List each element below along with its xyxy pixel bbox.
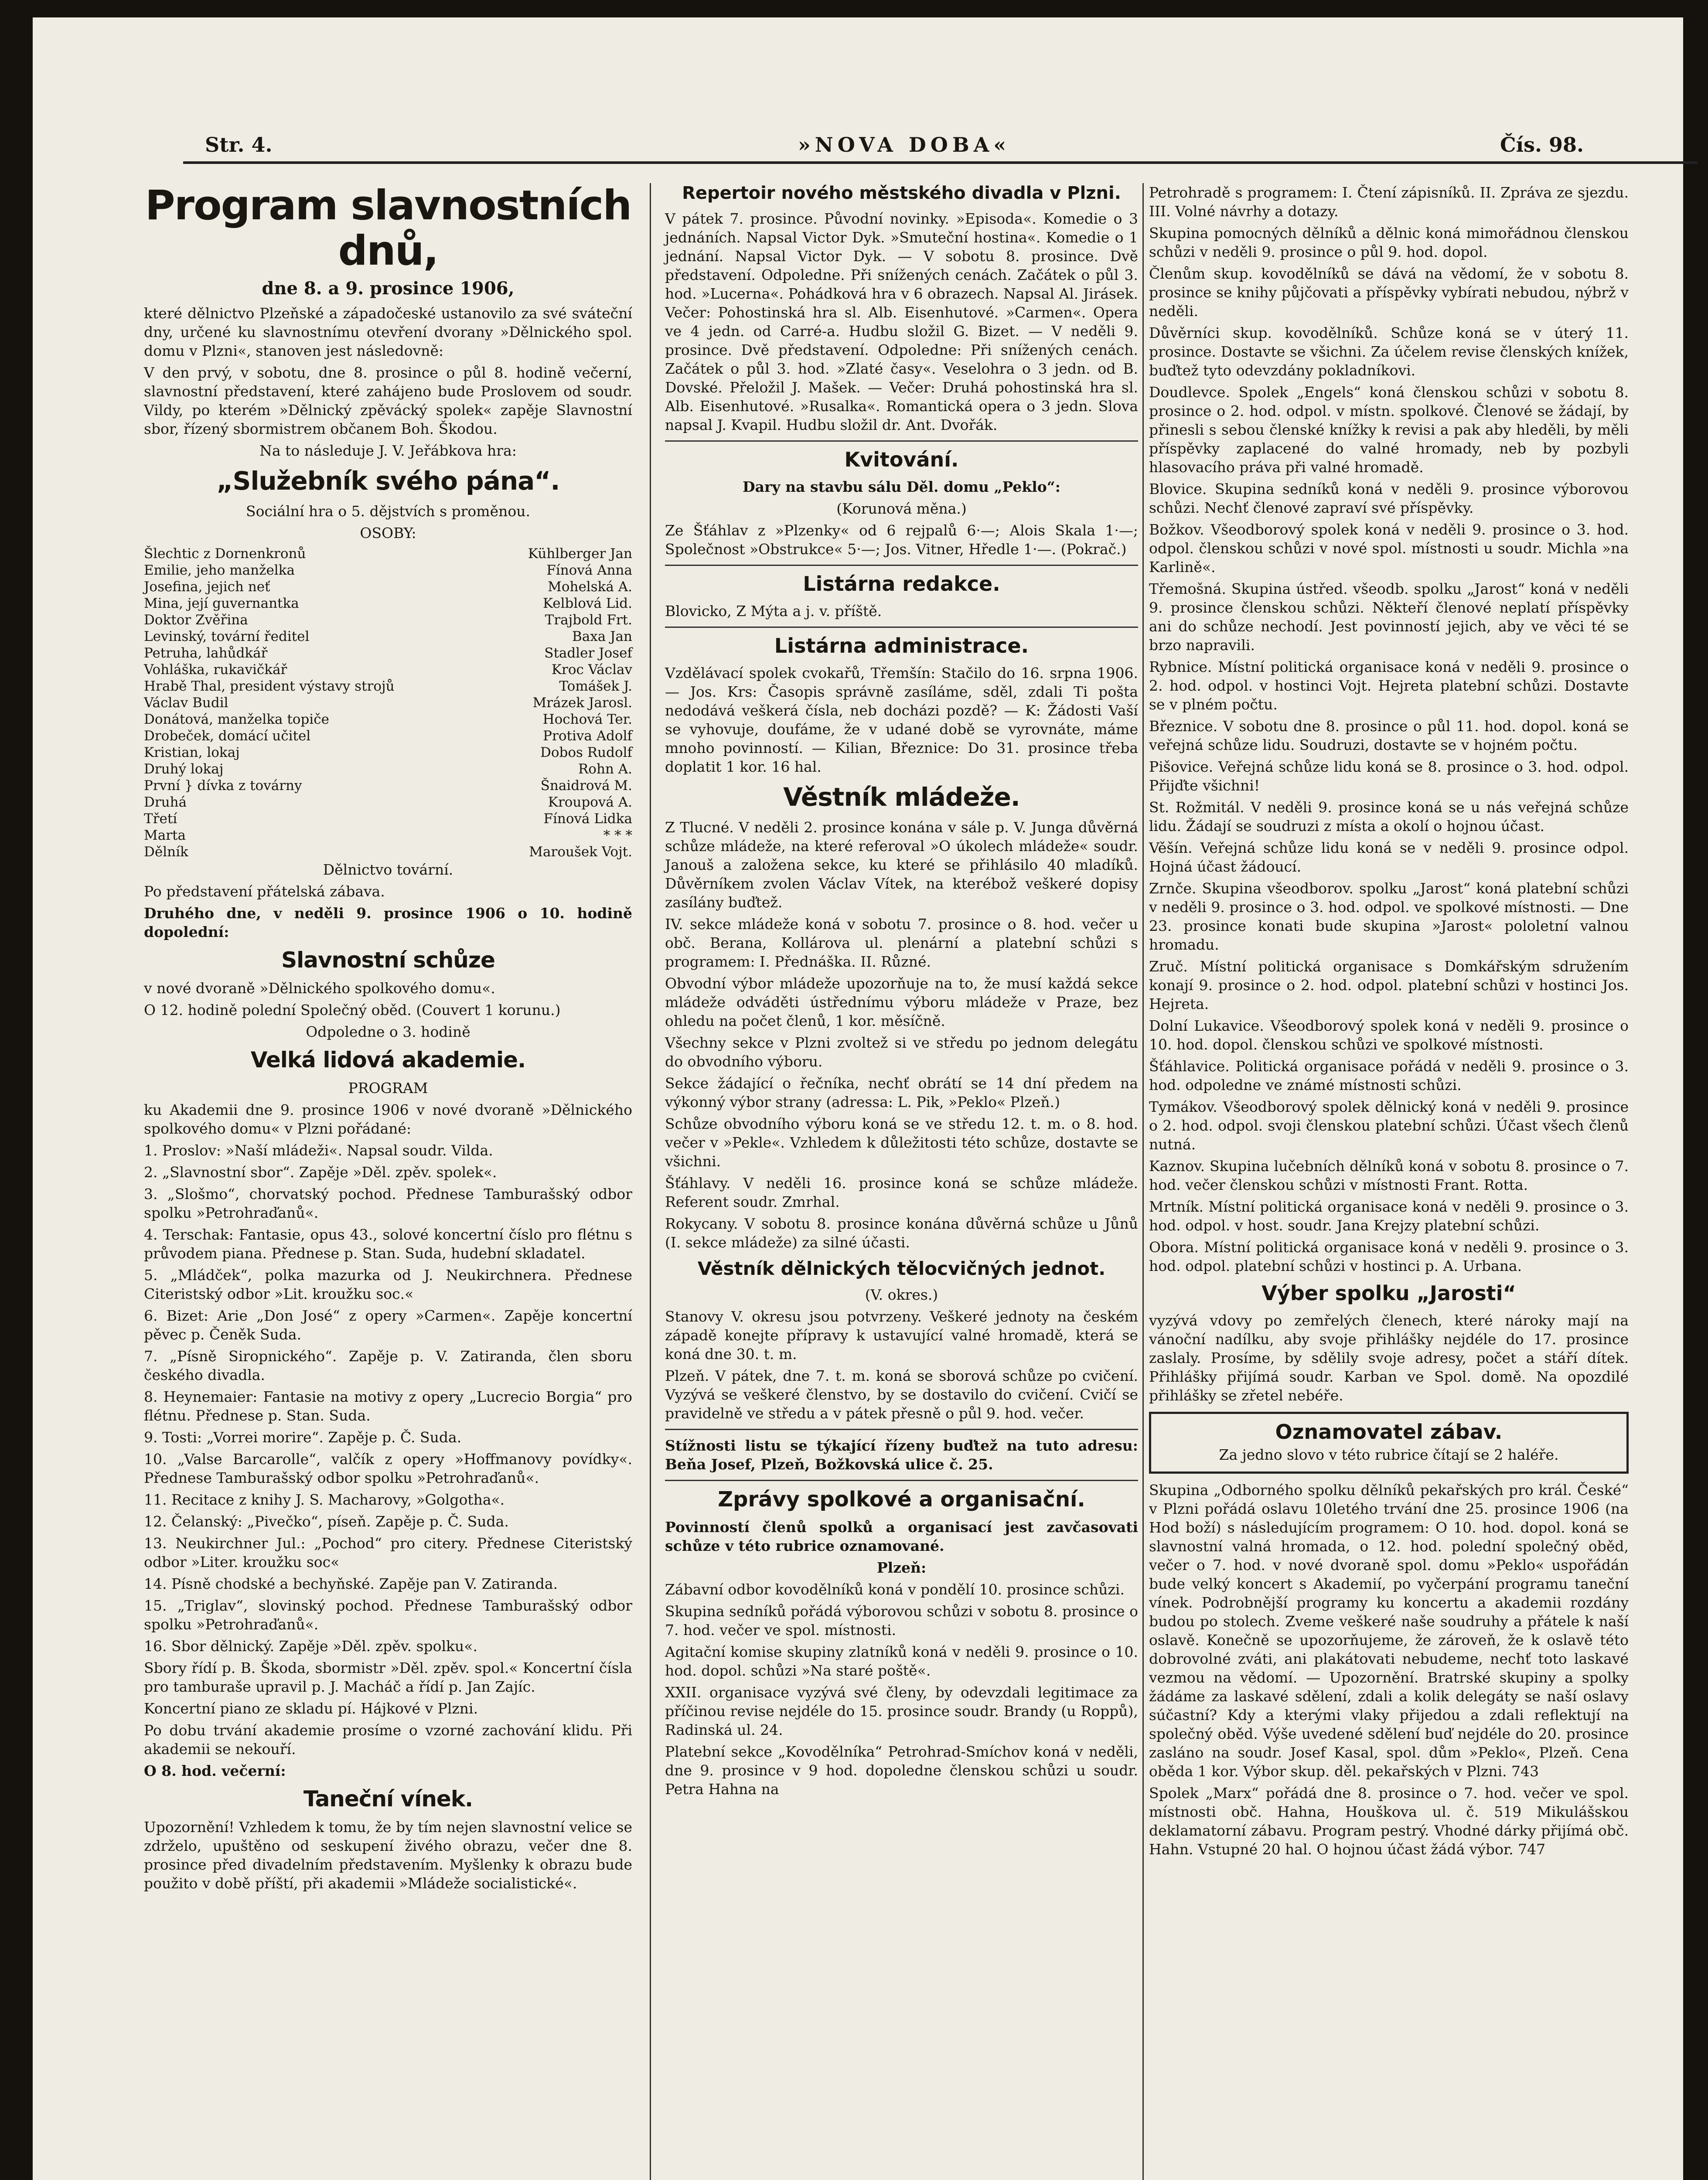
program-item: 13. Neukirchner Jul.: „Pochod“ pro citery. Přednese Citeristský odbor »Liter. kroužku soc« bbox=[144, 1535, 632, 1570]
paragraph: Šťáhlavy. V neděli 16. prosince koná se schůze mládeže. Referent soudr. Zmrhal. bbox=[665, 1175, 1138, 1210]
paragraph: O 12. hodině polední Společný oběd. (Couvert 1 korunu.) bbox=[144, 1001, 561, 1018]
section-heading: Slavnostní schůze bbox=[281, 947, 495, 973]
paragraph: Členům skup. kovodělníků se dává na vědomí, že v sobotu 8. prosince se knihy půjčovati a příspěvky vybírati nebudou, nýbrž v neděli. bbox=[1149, 265, 1629, 320]
paragraph: Plzeň: bbox=[876, 1559, 927, 1576]
paragraph: Z Tlucné. V neděli 2. prosince konána v sále p. V. Junga důvěrná schůze mládeže, na které referoval »O úkolech mládeže« soudr. Janouš a založena sekce, ku které se přihlásilo 40 mladíků. Důvěrníkem zvolen Václav Vítek, na kterébož veškeré dopisy zasílány buďtež. bbox=[665, 819, 1138, 911]
column-2 bbox=[665, 183, 1138, 1802]
paragraph: XXII. organisace vyzývá své členy, by odevzdali legitimace za příčinou revise nejdéle do 15. prosince soudr. Brandy (u Roppů), Radinská ul. 24. bbox=[665, 1684, 1138, 1738]
cast-row: Třetí Fínová Lidka bbox=[144, 811, 632, 827]
paragraph: Schůze obvodního výboru koná se ve středu 12. t. m. o 8. hod. večer v »Pekle«. Vzhledem k důležitosti této schůze, dostavte se všichni. bbox=[665, 1115, 1138, 1170]
section-heading: Listárna redakce. bbox=[803, 572, 1000, 596]
program-item: 3. „Slošmo“, chorvatský pochod. Přednese Tamburašský odbor spolku »Petrohraďanů«. bbox=[144, 1185, 632, 1221]
cast-row: Druhý lokaj Rohn A. bbox=[144, 761, 632, 777]
cast-heading: OSOBY: bbox=[360, 525, 416, 542]
paragraph: Skupina pomocných dělníků a dělnic koná mimořádnou členskou schůzi v neděli 9. prosince o půl 9. hod. dopol. bbox=[1149, 225, 1629, 260]
paragraph: Druhého dne, v neděli 9. prosince 1906 o 10. hodině dopolední: bbox=[144, 905, 632, 940]
section-heading: Repertoir nového městského divadla v Plzni. bbox=[682, 183, 1121, 203]
paragraph: Třemošná. Skupina ústřed. všeodb. spolku „Jarost“ koná v neděli 9. prosince členskou schůzi. Někteří členové neplatí příspěvky ani do schůze nechodí. Jest povinností jejich, aby ve věci té se brzo napravili. bbox=[1149, 580, 1629, 654]
paragraph: Božkov. Všeodborový spolek koná v neděli 9. prosince o 3. hod. odpol. členskou schůzi v nové spol. místnosti u soudr. Michla »na Karlině«. bbox=[1149, 521, 1629, 576]
cast-list bbox=[144, 545, 632, 860]
paragraph: Povinností členů spolků a organisací jest zavčasovati schůze v této rubrice oznamované. bbox=[665, 1519, 1138, 1554]
paragraph: Kaznov. Skupina lučebních dělníků koná v sobotu 8. prosince o 7. hod. večer členskou schůzi v místnosti Frant. Rotta. bbox=[1149, 1158, 1629, 1193]
cast-row: Vohláška, rukavičkář Kroc Václav bbox=[144, 662, 632, 678]
cast-row: Hrabě Thal, president výstavy strojů Tomášek J. bbox=[144, 678, 632, 694]
ads-header-box bbox=[1149, 1412, 1629, 1474]
paragraph: Vzdělávací spolek cvokařů, Třemšín: Stačilo do 16. srpna 1906. — Jos. Krs: Časopis správně zasíláme, sděl, zdali Ti pošta nedodává veškerá čísla, neb docházi pozdě? — K: Žádosti Vaší se vyhovuje, doufáme, že v udané době se vyrovnáte, máme mnoho povinností. — Kilian, Březnice: Do 31. prosince třeba doplatit 1 kor. 16 hal. bbox=[665, 664, 1138, 775]
cast-row: Václav Budil Mrázek Jarosl. bbox=[144, 695, 632, 711]
paragraph: Sbory řídí p. B. Škoda, sbormistr »Děl. zpěv. spol.« Koncertní čísla pro tamburaše upravil p. J. Macháč a řídí p. Jan Zajíc. bbox=[144, 1659, 632, 1695]
cast-row: První } dívka z továrny Šnaidrová M. bbox=[144, 778, 632, 794]
program-item: 8. Heynemaier: Fantasie na motivy z opery „Lucrecio Borgia“ pro flétnu. Přednese p. Stan. Suda. bbox=[144, 1388, 632, 1424]
divider bbox=[665, 1429, 1138, 1430]
paragraph: Zrnče. Skupina všeodborov. spolku „Jarost“ koná platební schůzi v neděli 9. prosince o 3. hod. odpol. ve spolkové místnosti. — Dne 23. prosince konati bude skupina »Jarost« pololetní valnou hromadu. bbox=[1149, 880, 1629, 953]
section-heading: Taneční vínek. bbox=[303, 1786, 473, 1812]
program-item: 7. „Písně Siropnického“. Zapěje p. V. Zatiranda, člen sboru českého divadla. bbox=[144, 1348, 632, 1383]
intro-text: které dělnictvo Plzeňské a západočeské ustanovilo za své sváteční dny, určené ku slavnostnímu otevření dvorany »Dělnického spol. domu v Plzni«, stanoven jest následovně: bbox=[144, 305, 632, 359]
section-heading: Oznamovatel zábav. bbox=[1275, 1420, 1503, 1444]
paragraph: Sekce žádající o řečníka, nechť obrátí se 14 dní předem na výkonný výbor strany (adressa: L. Pik, »Peklo« Plzeň.) bbox=[665, 1075, 1138, 1110]
program-item: 11. Recitace z knihy J. S. Macharovy, »Golgotha«. bbox=[144, 1491, 505, 1508]
cast-row: Kristian, lokaj Dobos Rudolf bbox=[144, 745, 632, 760]
main-headline: Program slavnostních dnů, bbox=[145, 182, 631, 275]
paragraph: Platební sekce „Kovodělníka“ Petrohrad-Smíchov koná v neděli, dne 9. prosince v 9 hod. dopoledne členskou schůzi u soudr. Petra Hahna na bbox=[665, 1743, 1138, 1798]
newspaper-title: »NOVA DOBA« bbox=[798, 133, 1011, 157]
paragraph: Stanovy V. okresu jsou potvrzeny. Veškeré jednoty na českém západě konejte přípravy k ustavující valné hromadě, která se koná dne 30. t. m. bbox=[665, 1308, 1138, 1362]
paragraph: St. Rožmitál. V neděli 9. prosince koná se u nás veřejná schůze lidu. Žádají se soudruzi z místa a okolí o hojnou účast. bbox=[1149, 799, 1629, 835]
paragraph: Mrtník. Místní politická organisace koná v neděli 9. prosince o 3. hod. odpol. v host. soudr. Jana Krejzy platební schůzi. bbox=[1149, 1198, 1629, 1234]
cast-row: Marta * * * bbox=[144, 828, 632, 843]
paragraph: Březnice. V sobotu dne 8. prosince o půl 11. hod. dopol. koná se veřejná schůze lidu. Soudruzi, dostavte se v hojném počtu. bbox=[1149, 718, 1629, 753]
paragraph: Dolní Lukavice. Všeodborový spolek koná v neděli 9. prosince o 10. hod. dopol. členskou schůzi ve spolkové místnosti. bbox=[1149, 1017, 1629, 1053]
paragraph: Obora. Místní politická organisace koná v neděli 9. prosince o 3. hod. odpol. platební schůzi v hostinci p. A. Urbana. bbox=[1149, 1239, 1629, 1274]
paragraph: Koncertní piano ze skladu pí. Hájkové v Plzni. bbox=[144, 1700, 478, 1717]
divider bbox=[665, 440, 1138, 442]
program-item: 1. Proslov: »Naší mládeži«. Napsal soudr. Vilda. bbox=[144, 1142, 493, 1159]
cast-row: Donátová, manželka topiče Hochová Ter. bbox=[144, 712, 632, 727]
paragraph: Blovice. Skupina sedníků koná v neděli 9. prosince výborovou schůzi. Nechť členové zapraví své příspěvky. bbox=[1149, 480, 1629, 516]
cast-row: Petruha, lahůdkář Stadler Josef bbox=[144, 645, 632, 661]
paragraph: Na to následuje J. V. Jeřábkova hra: bbox=[259, 442, 517, 459]
paragraph: Ze Šťáhlav z »Plzenky« od 6 rejpalů 6·—; Alois Skala 1·—; Společnost »Obstrukce« 5·—; Jos. Vitner, Hředle 1·—. (Pokrač.) bbox=[665, 522, 1138, 558]
paragraph: Dary na stavbu sálu Děl. domu „Peklo“: bbox=[743, 478, 1060, 495]
cast-row: Šlechtic z Dornenkronů Kühlberger Jan bbox=[144, 546, 632, 562]
program-item: 16. Sbor dělnický. Zapěje »Děl. zpěv. spolku«. bbox=[144, 1638, 477, 1655]
play-subtitle: Sociální hra o 5. dějstvích s proměnou. bbox=[246, 503, 530, 520]
column-3 bbox=[1149, 183, 1629, 1862]
program-item: 2. „Slavnostní sbor“. Zapěje »Děl. zpěv. spolek«. bbox=[144, 1164, 497, 1181]
paragraph: (V. okres.) bbox=[865, 1286, 938, 1303]
paragraph: Důvěrníci skup. kovodělníků. Schůze koná se v úterý 11. prosince. Dostavte se všichni. Za účelem revise členských knížek, buďtež tyto odevzdány pokladníkovi. bbox=[1149, 324, 1629, 379]
column-divider bbox=[650, 183, 651, 2180]
paragraph: v nové dvoraně »Dělnického spolkového domu«. bbox=[144, 980, 495, 997]
program-item: 9. Tosti: „Vorrei morire“. Zapěje p. Č. Suda. bbox=[144, 1429, 462, 1446]
paragraph: Upozornění! Vzhledem k tomu, že by tím nejen slavnostní velice se zdrželo, upuštěno od seskupení živého obrazu, večer dne 8. prosince před divadelním představením. Myšlenky k obrazu bude použito v době příští, při akademii »Mládeže socialistické«. bbox=[144, 1819, 632, 1892]
paragraph: IV. sekce mládeže koná v sobotu 7. prosince o 8. hod. večer u obč. Berana, Kollárova ul. plenární a platební schůzi s programem: I. Přednáška. II. Různé. bbox=[665, 916, 1138, 970]
program-item: 6. Bizet: Arie „Don José“ z opery »Carmen«. Zapěje koncertní pěvec p. Čeněk Suda. bbox=[144, 1307, 632, 1343]
program-item: 15. „Triglav“, slovinský pochod. Přednese Tamburašský odbor spolku »Petrohraďanů«. bbox=[144, 1597, 632, 1633]
section-heading: Zprávy spolkové a organisační. bbox=[718, 1487, 1085, 1512]
paragraph: Po dobu trvání akademie prosíme o vzorné zachování klidu. Při akademii se nekouří. bbox=[144, 1722, 632, 1758]
ads-rate-note: Za jedno slovo v této rubrice čítají se 2 haléře. bbox=[1219, 1446, 1559, 1463]
divider bbox=[665, 627, 1138, 628]
paragraph: ku Akademii dne 9. prosince 1906 v nové dvoraně »Dělnického spolkového domu« v Plzni pořádané: bbox=[144, 1101, 632, 1137]
page-number: Str. 4. bbox=[205, 133, 273, 157]
section-heading: Listárna administrace. bbox=[774, 634, 1029, 657]
cast-row: Doktor Zvěřina Trajbold Frt. bbox=[144, 612, 632, 628]
paragraph: Zábavní odbor kovodělníků koná v pondělí 10. prosince schůzi. bbox=[665, 1581, 1125, 1598]
paragraph: Zruč. Místní politická organisace s Domkářským sdružením konají 9. prosince o 2. hod. odpol. platební schůzi v hostinci Jos. Hejreta. bbox=[1149, 958, 1629, 1012]
cast-row: Emilie, jeho manželka Fínová Anna bbox=[144, 562, 632, 578]
paragraph: Skupina „Odborného spolku dělníků pekařských pro král. České“ v Plzni pořádá oslavu 10letého trvání dne 25. prosince 1906 (na Hod boží) s následujícím programem: O 10. hod. dopol. koná se slavnostní valná hromada, o 12. hod. polední společný oběd, večer o 7. hod. v nové dvoraně spol. domu »Peklo« uspořádán bude velký koncert s Akademií, po vyčerpání programu taneční vínek. Podrobnější programy ku koncertu a akademii rozdány budou po stolech. Zveme veškeré naše soudruhy a přátele k naší oslavě. Konečně se upozorňujeme, že zároveň, že k oslavě této dobrovolné zváti, ani plakátovati nebudeme, nechť toto laskavé vezmou na vědomí. — Upozornění. Bratrské skupiny a spolky žádáme za laskavé sdělení, zdali a kolik delegáty se naší oslavy súčastní? Kdy a kterými vlaky přijedou a zdali reflektují na společný oběd. Výše uvedené sdělení buď nejdéle do 20. prosince zasláno na soudr. Josef Kasal, spol. dům »Peklo«, Plzeň. Cena oběda 1 kor. Výbor skup. děl. pekařských v Plzni. 743 bbox=[1149, 1482, 1629, 1780]
paragraph: Dělnictvo tovární. bbox=[323, 861, 453, 878]
paragraph: V den prvý, v sobotu, dne 8. prosince o půl 8. hodině večerní, slavnostní představení, které zahájeno bude Proslovem od soudr. Vildy, po kterém »Dělnický zpěvácký spolek« zapěje Slavnostní sbor, řízený sbormistrem občanem Boh. Škodou. bbox=[144, 364, 632, 437]
program-item: 5. „Mládček“, polka mazurka od J. Neukirchnera. Přednese Citeristský odbor »Lit. kroužku soc.« bbox=[144, 1267, 632, 1302]
paragraph: Rybnice. Místní politická organisace koná v neděli 9. prosince o 2. hod. odpol. v hostinci Vojt. Hejreta platební schůzi. Dostavte se v plném počtu. bbox=[1149, 658, 1629, 713]
cast-row: Druhá Kroupová A. bbox=[144, 794, 632, 810]
paragraph: Tymákov. Všeodborový spolek dělnický koná v neděli 9. prosince o 2. hod. odpol. svoji členskou platební schůzi. Účast všech členů nutná. bbox=[1149, 1098, 1629, 1153]
paragraph: Všechny sekce v Plzni zvoltež si ve středu po jednom delegátu do obvodního výboru. bbox=[665, 1034, 1138, 1070]
paragraph: (Korunová měna.) bbox=[836, 500, 967, 517]
cast-row: Josefina, jejich neť Mohelská A. bbox=[144, 579, 632, 595]
paragraph: Věšín. Veřejná schůze lidu koná se v neděli 9. prosince odpol. Hojná účast žádoucí. bbox=[1149, 839, 1629, 875]
paragraph: Blovicko, Z Mýta a j. v. příště. bbox=[665, 603, 882, 620]
column-divider bbox=[1142, 183, 1144, 2180]
program-item: 4. Terschak: Fantasie, opus 43., solové koncertní číslo pro flétnu s průvodem piana. Přednese p. Stan. Suda, hudební skladatel. bbox=[144, 1226, 632, 1262]
paragraph: Petrohradě s programem: I. Čtení zápisníků. II. Zpráva ze sjezdu. III. Volné návrhy a dotazy. bbox=[1149, 184, 1629, 220]
headline-dates: dne 8. a 9. prosince 1906, bbox=[262, 278, 515, 299]
program-item: 12. Čelanský: „Pivečko“, píseň. Zapěje p. Č. Suda. bbox=[144, 1513, 509, 1530]
divider bbox=[665, 1480, 1138, 1481]
section-heading: Věstník mládeže. bbox=[783, 782, 1020, 812]
header-rule bbox=[183, 161, 1697, 164]
paragraph: Plzeň. V pátek, dne 7. t. m. koná se sborová schůze po cvičení. Vyzývá se veškeré členstvo, by se dostavilo do cvičení. Cvičí se pravidelně ve středu a v pátek přesně o půl 9. hod. večer. bbox=[665, 1367, 1138, 1422]
paragraph: Spolek „Marx“ pořádá dne 8. prosince o 7. hod. večer ve spol. místnosti obč. Hahna, Houškova ul. č. 519 Mikulášskou deklamatorní zábavu. Program pestrý. Vhodné dárky přijímá obč. Hahn. Vstupné 20 hal. O hojnou účast žádá výbor. 747 bbox=[1149, 1785, 1629, 1858]
paragraph: Šťáhlavice. Politická organisace pořádá v neděli 9. prosince o 3. hod. odpoledne ve známé místnosti schůzi. bbox=[1149, 1058, 1629, 1093]
cast-row: Levinský, tovární ředitel Baxa Jan bbox=[144, 629, 632, 644]
cast-row: Drobeček, domácí učitel Protiva Adolf bbox=[144, 728, 632, 744]
paragraph: Doudlevce. Spolek „Engels“ koná členskou schůzi v sobotu 8. prosince o 2. hod. odpol. v místn. spolkové. Členové se žádají, by přinesli s sebou členské knížky k revisi a pak aby hleděli, by měli příspěvky zaplacené do valné hromady, neb by pozbyli hlasovacího práva při valné hromadě. bbox=[1149, 384, 1629, 476]
program-heading: PROGRAM bbox=[348, 1080, 428, 1097]
divider bbox=[665, 565, 1138, 566]
issue-number: Čís. 98. bbox=[1500, 133, 1584, 157]
section-heading: Věstník dělnických tělocvičných jednot. bbox=[697, 1258, 1106, 1279]
column-1 bbox=[144, 183, 632, 1896]
program-item: 10. „Valse Barcarolle“, valčík z opery »Hoffmanovy povídky«. Přednese Tamburašský odbor spolku »Petrohraďanů«. bbox=[144, 1451, 632, 1486]
paragraph: Skupina sedníků pořádá výborovou schůzi v sobotu 8. prosince o 7. hod. večer ve spol. místnosti. bbox=[665, 1603, 1138, 1638]
paragraph: vyzývá vdovy po zemřelých členech, které nároky mají na vánoční nadílku, aby svoje přihlášky nejdéle do 17. prosince zaslaly. Prosíme, by sdělily svoje adresy, počet a stáří dítek. Přihlášky přijímá soudr. Karban ve Spol. domě. Na opozdilé přihlášky se zřetel nebéře. bbox=[1149, 1312, 1629, 1404]
section-heading: Kvitování. bbox=[844, 448, 959, 471]
paragraph: Odpoledne o 3. hodině bbox=[306, 1023, 470, 1040]
section-heading: Velká lidová akademie. bbox=[250, 1047, 526, 1073]
paragraph: O 8. hod. večerní: bbox=[144, 1762, 286, 1779]
paragraph: Pišovice. Veřejná schůze lidu koná se 8. prosince o 3. hod. odpol. Přijďte všichni! bbox=[1149, 758, 1629, 794]
cast-row: Mina, její guvernantka Kelblová Lid. bbox=[144, 596, 632, 611]
paragraph: Agitační komise skupiny zlatníků koná v neděli 9. prosince o 10. hod. dopol. schůzi »Na staré poště«. bbox=[665, 1643, 1138, 1679]
play-title: „Služebník svého pána“. bbox=[216, 466, 560, 496]
notice: Stížnosti listu se týkající řízeny buďtež na tuto adresu: Beňa Josef, Plzeň, Božkovská ulice č. 25. bbox=[665, 1437, 1138, 1473]
section-heading: Výber spolku „Jarosti“ bbox=[1261, 1281, 1516, 1305]
paragraph: Po představení přátelská zábava. bbox=[144, 883, 385, 900]
paragraph: V pátek 7. prosince. Původní novinky. »Episoda«. Komedie o 3 jednáních. Napsal Victor Dyk. »Smuteční hostina«. Komedie o 1 jednání. Napsal Victor Dyk. — V sobotu 8. prosince. Dvě představení. Odpoledne. Při snížených cenách. Začátek o půl 3. hod. »Lucerna«. Pohádková hra v 6 obrazech. Napsal Al. Jirásek. Večer: Pohostinská hra sl. Alb. Eisenhutové. »Carmen«. Opera ve 4 jedn. od Carré-a. Hudbu složil G. Bizet. — V neděli 9. prosince. Dvě představení. Odpoledne: Při snížených cenách. Začátek o půl 3. hod. »Zlaté časy«. Veselohra o 3 jedn. od B. Dovské. Přeložil J. Mašek. — Večer: Druhá pohostinská hra sl. Alb. Eisenhutové. »Rusalka«. Romantická opera o 3 jedn. Slova napsal J. Kvapil. Hudbu složil dr. Ant. Dvořák. bbox=[665, 210, 1138, 433]
paragraph: Rokycany. V sobotu 8. prosince konána důvěrná schůze u Jůnů (I. sekce mládeže) za silné účasti. bbox=[665, 1215, 1138, 1251]
program-item: 14. Písně chodské a bechyňské. Zapěje pan V. Zatiranda. bbox=[144, 1575, 558, 1592]
program-list bbox=[144, 1141, 632, 1655]
paragraph: Obvodní výbor mládeže upozorňuje na to, že musí každá sekce mládeže odváděti ústřednímu výboru mládeže v Praze, bez ohledu na počet členů, 1 kor. měsíčně. bbox=[665, 975, 1138, 1029]
cast-row: Dělník Maroušek Vojt. bbox=[144, 844, 632, 860]
